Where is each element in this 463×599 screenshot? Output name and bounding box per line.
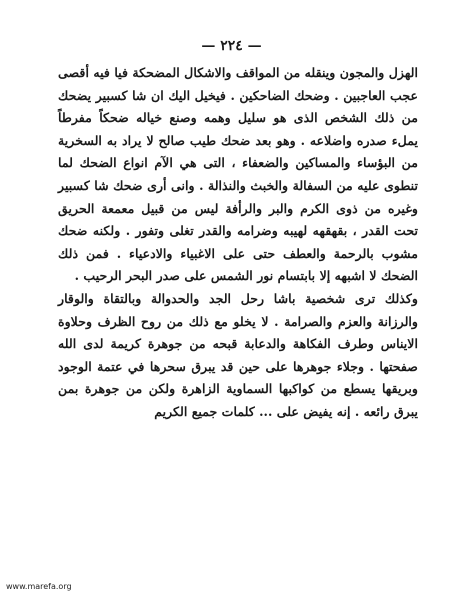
footer-source-url: www.marefa.org	[6, 582, 72, 591]
document-body	[58, 62, 418, 424]
paragraph-2: وكذلك ترى شخصية باشا رحل الجد والحدوالة وبالتقاة والوقار والرزانة والعزم والصرامة . لا يخلو مع ذلك من روح الظرف وحلاوة الايناس وطرف الفكاهة والدعابة قبحه من جوهرة كريمة لدى الله صفحتها . وجلاء جوهرها على حين قد يبرق سحرها في عتمة الوجود وبريقها يسطع من كواكبها السماوية الزاهرة ولكن من جوهرة بمن يبرق رائعه . إنه يفيض على ... كلمات جميع الكريم	[58, 290, 418, 419]
paragraph-1: الهزل والمجون وينقله من المواقف والاشكال المضحكة فيا فيه أقصى عجب العاجبين . وضحك الضاحكين . فيخيل اليك ان شا كسبير يضحك من ذلك الشخص الذى هو سليل وهمه وصنع خياله ضحكاً مفرطاً يملء صدره واضلاعه . وهو بعد ضحك طيب صالح لا يراد به السخرية من البؤساء والمساكين والضعفاء ، التى هي الآم انواع الضحك لما تنطوى عليه من السفالة والخبث والنذالة . وانى أرى ضحك شا كسبير وغيره من ذوى الكرم والبر والرأفة ليس من قبيل معمعة الحريق تحت القدر ، بقهقهه لهيبه وضرامه والقدر تغلى وتفور . ولكنه ضحك مشوب بالرحمة والعطف حتى على الاغبياء والادعياء . فمن ذلك الضحك لا اشبهه إلا بابتسام نور الشمس على صدر البحر الرحيب .	[58, 65, 418, 284]
page-number: — ٢٢٤ —	[201, 38, 262, 54]
